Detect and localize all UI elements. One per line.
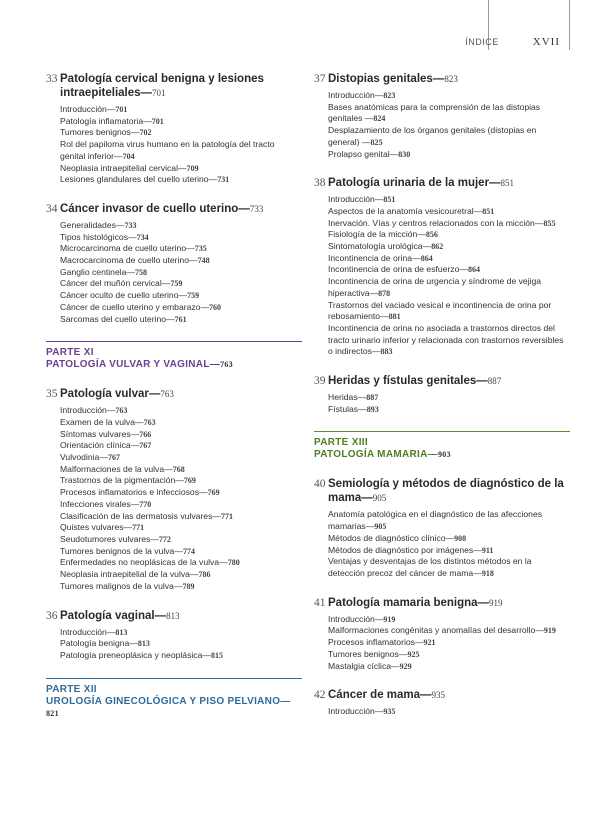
part-heading <box>314 431 570 461</box>
chapter-page-number: 701 <box>152 88 166 98</box>
part-page-number: 821 <box>46 708 59 718</box>
chapter-title-text: Patología vulvar <box>60 388 149 401</box>
section-page-number: 771 <box>220 511 233 521</box>
section-page-number: 864 <box>467 265 480 275</box>
section-page-number: 855 <box>543 218 556 228</box>
section-item: Bases anatómicas para la comprensión de las distopias genitales —824 <box>328 101 541 124</box>
section-item: Examen de la vulva—763 <box>60 416 156 427</box>
section-title: Bases anatómicas para la comprensión de las distopias genitales <box>328 101 541 124</box>
section-item: Introducción—851 <box>328 194 396 205</box>
section-item: Introducción—813 <box>60 626 128 637</box>
section-title: Ganglio centinela <box>60 266 127 277</box>
section-page-number: 862 <box>431 242 444 252</box>
section-title: Procesos inflamatorios e infecciosos <box>60 487 199 498</box>
chapter-title: 39 Heridas y fístulas genitales—887 <box>314 375 502 388</box>
section-page-number: 770 <box>139 499 152 509</box>
part-page-number: 763 <box>220 360 233 370</box>
section-item: Procesos inflamatorios—921 <box>328 637 436 648</box>
section-item: Ganglio centinela—758 <box>60 266 148 277</box>
chapter-page-number: 851 <box>500 178 515 189</box>
section-page-number: 769 <box>183 476 196 486</box>
index-label: ÍNDICE <box>465 37 499 47</box>
section-page-number: 919 <box>383 614 396 624</box>
section-page-number: 830 <box>398 149 411 159</box>
section-item: Quistes vulvares—771 <box>60 522 145 533</box>
chapter-title-text: Patología vaginal <box>60 609 155 622</box>
chapter-title-text: Distopias genitales <box>328 73 433 85</box>
section-page-number: 731 <box>217 175 230 185</box>
section-page-number: 813 <box>137 639 150 649</box>
chapter-number: 39 <box>314 375 326 388</box>
section-page-number: 813 <box>115 627 128 637</box>
section-list <box>60 405 302 592</box>
section-page-number: 768 <box>172 464 185 474</box>
section-title: Cáncer del muñón cervical <box>60 278 162 289</box>
section-item: Métodos de diagnóstico por imágenes—911 <box>328 544 494 555</box>
section-item: Tumores malignos de la vulva—789 <box>60 580 195 591</box>
section-title: Aspectos de la anatomía vesicouretral <box>328 205 474 216</box>
section-title: Microcarcinoma de cuello uterino <box>60 243 187 254</box>
section-page-number: 851 <box>383 195 396 205</box>
section-title: Mastalgia cíclica <box>328 660 392 671</box>
section-item: Fisiología de la micción—856 <box>328 229 438 240</box>
chapter-entry <box>46 387 302 592</box>
section-list <box>328 392 570 415</box>
section-list <box>60 627 302 662</box>
section-list <box>328 509 570 579</box>
chapter-title: 34 Cáncer invasor de cuello uterino—733 <box>46 202 264 215</box>
chapter-entry <box>314 477 570 579</box>
section-item: Introducción—935 <box>328 706 396 717</box>
section-item: Métodos de diagnóstico clínico—908 <box>328 532 467 543</box>
section-item: Trastornos de la pigmentación—769 <box>60 475 196 486</box>
section-title: Heridas <box>328 392 358 403</box>
section-page-number: 881 <box>388 312 401 322</box>
section-title: Tumores malignos de la vulva <box>60 580 174 591</box>
chapter-number: 38 <box>314 177 326 190</box>
section-title: Generalidades <box>60 219 116 230</box>
section-title: Introducción <box>60 405 107 416</box>
section-title: Introducción <box>328 706 375 717</box>
section-title: Introducción <box>328 194 375 205</box>
section-page-number: 823 <box>383 91 396 100</box>
section-page-number: 709 <box>186 163 199 173</box>
part-heading <box>46 678 302 720</box>
section-item: Aspectos de la anatomía vesicouretral—851 <box>328 205 495 216</box>
section-page-number: 887 <box>366 393 379 403</box>
section-list <box>328 614 570 673</box>
chapter-title: 37 Distopias genitales—823 <box>314 73 458 85</box>
chapter-title-text: Cáncer invasor de cuello uterino <box>60 202 239 215</box>
section-page-number: 925 <box>407 649 420 659</box>
chapter-title-text: Patología urinaria de la mujer <box>328 177 490 190</box>
section-item: Ventajas y desventajas de los distintos métodos en la detección precoz del cáncer de mama—918 <box>328 556 532 578</box>
section-page-number: 771 <box>132 523 145 533</box>
section-page-number: 763 <box>143 417 156 427</box>
chapter-entry <box>314 688 570 718</box>
part-title-text: UROLOGÍA GINECOLÓGICA Y PISO PELVIANO <box>46 695 281 707</box>
section-item: Mastalgia cíclica—929 <box>328 660 412 671</box>
section-page-number: 864 <box>420 253 433 263</box>
section-page-number: 911 <box>481 545 494 555</box>
section-page-number: 935 <box>383 707 396 717</box>
part-title-text: PATOLOGÍA VULVAR Y VAGINAL <box>46 359 210 371</box>
section-page-number: 769 <box>207 488 220 498</box>
section-title: Malformaciones de la vulva <box>60 463 165 474</box>
part-title: UROLOGÍA GINECOLÓGICA Y PISO PELVIANO—821 <box>46 695 291 718</box>
section-item: Orientación clínica—767 <box>60 440 152 451</box>
part-title-text: PATOLOGÍA MAMARIA <box>314 449 428 461</box>
section-page-number: 760 <box>209 302 222 312</box>
section-item: Generalidades—733 <box>60 219 137 230</box>
chapter-page-number: 733 <box>249 203 264 214</box>
section-title: Infecciones virales <box>60 498 131 509</box>
chapter-title: 40 Semiología y métodos de diagnóstico de la mama—905 <box>314 478 564 505</box>
section-title: Rol del papiloma virus humano en la patología del tracto genital inferior <box>60 139 275 161</box>
section-item: Cáncer del muñón cervical—759 <box>60 278 183 289</box>
section-item: Tumores benignos—702 <box>60 127 152 138</box>
section-page-number: 825 <box>370 137 383 147</box>
section-page-number: 824 <box>373 114 386 124</box>
section-item: Neoplasia intraepitelial cervical—709 <box>60 162 199 173</box>
section-title: Cáncer de cuello uterino y embarazo <box>60 301 201 312</box>
section-item: Infecciones virales—770 <box>60 498 152 509</box>
section-title: Lesiones glandulares del cuello uterino <box>60 174 209 185</box>
chapter-entry <box>314 596 570 673</box>
section-title: Tumores benignos <box>60 127 131 138</box>
chapter-page-number: 823 <box>444 74 458 84</box>
section-page-number: 759 <box>170 279 183 289</box>
section-title: Enfermedades no neoplásicas de la vulva <box>60 557 220 568</box>
section-item: Inervación. Vías y centros relacionados con la micción—855 <box>328 217 556 228</box>
part-title: PATOLOGÍA VULVAR Y VAGINAL—763 <box>46 359 233 371</box>
section-page-number: 748 <box>197 256 210 266</box>
section-item: Macrocarcinoma de cuello uterino—748 <box>60 255 210 266</box>
part-heading <box>46 341 302 371</box>
section-page-number: 905 <box>374 522 387 532</box>
header-divider-right <box>569 0 570 50</box>
section-title: Anatomía patológica en el diagnóstico de las afecciones mamarias <box>328 509 543 532</box>
chapter-number: 41 <box>314 596 326 609</box>
section-item: Rol del papiloma virus humano en la patología del tracto genital inferior—704 <box>60 139 275 161</box>
section-page-number: 929 <box>399 661 412 671</box>
chapter-title: 38 Patología urinaria de la mujer—851 <box>314 177 515 190</box>
chapter-entry <box>314 72 570 160</box>
chapter-title-text: Patología mamaria benigna <box>328 596 478 609</box>
section-title: Seudotumores vulvares <box>60 533 151 544</box>
section-item: Desplazamiento de los órganos genitales (distopias en general) —825 <box>328 125 537 147</box>
chapter-number: 40 <box>314 478 326 491</box>
section-page-number: 735 <box>194 244 207 254</box>
section-title: Malformaciones congénitas y anomalías del desarrollo <box>328 625 536 636</box>
section-title: Tumores benignos de la vulva <box>60 545 175 556</box>
section-page-number: 702 <box>139 128 152 138</box>
section-item: Tumores benignos de la vulva—774 <box>60 545 195 556</box>
running-header <box>465 35 560 49</box>
section-page-number: 704 <box>122 151 135 161</box>
section-title: Neoplasia intraepitelial cervical <box>60 162 178 173</box>
section-page-number: 851 <box>482 206 495 216</box>
section-title: Clasificación de las dermatosis vulvares <box>60 510 213 521</box>
section-page-number: 878 <box>378 288 391 298</box>
section-title: Patología preneoplásica y neoplásica <box>60 649 203 660</box>
chapter-title: 35 Patología vulvar—763 <box>46 388 174 401</box>
section-item: Anatomía patológica en el diagnóstico de las afecciones mamarias—905 <box>328 509 543 532</box>
section-page-number: 759 <box>187 291 200 301</box>
section-item: Incontinencia de orina—864 <box>328 252 433 263</box>
section-item: Neoplasia intraepitelial de la vulva—786 <box>60 569 211 580</box>
section-title: Incontinencia de orina de urgencia y síndrome de vejiga hiperactiva <box>328 276 542 298</box>
section-item: Malformaciones congénitas y anomalías del desarrollo—919 <box>328 625 556 636</box>
part-label: PARTE XIII <box>314 437 368 449</box>
chapter-page-number: 813 <box>166 610 180 621</box>
section-title: Patología inflamatoria <box>60 115 144 126</box>
section-title: Quistes vulvares <box>60 522 124 533</box>
section-item: Patología benigna—813 <box>60 638 150 649</box>
section-item: Clasificación de las dermatosis vulvares—771 <box>60 510 233 521</box>
section-title: Ventajas y desventajas de los distintos métodos en la detección precoz del cáncer de mama <box>328 556 532 578</box>
part-page-number: 903 <box>437 450 451 460</box>
section-list <box>328 706 570 718</box>
section-item: Heridas—887 <box>328 392 379 403</box>
section-title: Introducción <box>60 104 107 114</box>
section-title: Síntomas vulvares <box>60 428 131 439</box>
section-title: Trastornos de la pigmentación <box>60 475 176 486</box>
section-title: Trastornos del vaciado vesical e incontinencia de orina por rebosamiento <box>328 299 552 322</box>
chapter-page-number: 919 <box>489 597 503 608</box>
chapter-page-number: 763 <box>160 389 174 400</box>
section-item: Procesos inflamatorios e infecciosos—769 <box>60 487 220 498</box>
chapter-entry <box>314 176 570 358</box>
section-item: Incontinencia de orina de esfuerzo—864 <box>328 264 480 275</box>
section-title: Sintomatología urológica <box>328 241 423 252</box>
section-item: Introducción—919 <box>328 613 396 624</box>
chapter-page-number: 935 <box>431 690 446 701</box>
toc-right-column <box>314 72 570 734</box>
section-title: Métodos de diagnóstico por imágenes <box>328 544 474 555</box>
section-title: Introducción <box>328 90 375 100</box>
chapter-title: 36 Patología vaginal—813 <box>46 609 180 622</box>
section-page-number: 767 <box>139 441 152 451</box>
section-page-number: 789 <box>182 581 195 591</box>
section-item: Seudotumores vulvares—772 <box>60 533 171 544</box>
section-page-number: 893 <box>366 404 379 414</box>
section-title: Prolapso genital <box>328 148 390 159</box>
section-list <box>60 220 302 325</box>
section-title: Macrocarcinoma de cuello uterino <box>60 255 189 266</box>
section-item: Incontinencia de orina de urgencia y síndrome de vejiga hiperactiva—878 <box>328 276 542 298</box>
section-item: Introducción—823 <box>328 90 396 100</box>
section-item: Sintomatología urológica—862 <box>328 241 444 252</box>
section-page-number: 733 <box>124 220 137 230</box>
section-title: Tumores benignos <box>328 648 399 659</box>
chapter-title: 42 Cáncer de mama—935 <box>314 689 446 702</box>
section-page-number: 701 <box>151 116 164 126</box>
chapter-page-number: 905 <box>372 493 387 504</box>
chapter-entry <box>46 609 302 662</box>
chapter-entry <box>46 72 302 186</box>
section-page-number: 856 <box>425 230 438 240</box>
chapter-entry <box>46 202 302 325</box>
section-title: Cáncer oculto de cuello uterino <box>60 290 179 301</box>
chapter-title-text: Semiología y métodos de diagnóstico de la mama <box>328 478 564 505</box>
chapter-number: 42 <box>314 689 326 702</box>
section-item: Tipos histológicos—734 <box>60 231 149 242</box>
section-item: Sarcomas del cuello uterino—761 <box>60 313 187 324</box>
section-item: Cáncer oculto de cuello uterino—759 <box>60 290 200 301</box>
chapter-title-text: Cáncer de mama <box>328 689 421 702</box>
section-item: Malformaciones de la vulva—768 <box>60 463 185 474</box>
section-item: Vulvodinia—767 <box>60 452 120 463</box>
section-item: Patología preneoplásica y neoplásica—815 <box>60 649 223 660</box>
section-item: Patología inflamatoria—701 <box>60 115 164 126</box>
section-item: Trastornos del vaciado vesical e incontinencia de orina por rebosamiento—881 <box>328 299 552 322</box>
section-title: Desplazamiento de los órganos genitales (distopias en general) <box>328 125 537 147</box>
section-title: Incontinencia de orina <box>328 252 413 263</box>
section-page-number: 763 <box>115 406 128 416</box>
chapter-title: 33 Patología cervical benigna y lesiones intraepiteliales—701 <box>46 73 264 99</box>
section-item: Introducción—763 <box>60 405 128 416</box>
section-page-number: 815 <box>210 650 223 660</box>
part-title: PATOLOGÍA MAMARIA—903 <box>314 449 451 461</box>
section-page-number: 786 <box>198 570 211 580</box>
section-title: Vulvodinia <box>60 452 100 463</box>
section-page-number: 921 <box>423 638 436 648</box>
section-item: Introducción—701 <box>60 104 128 114</box>
section-list <box>60 104 302 186</box>
section-page-number: 774 <box>182 546 195 556</box>
section-title: Sarcomas del cuello uterino <box>60 313 167 324</box>
section-item: Cáncer de cuello uterino y embarazo—760 <box>60 301 222 312</box>
section-title: Patología benigna <box>60 638 130 649</box>
section-item: Síntomas vulvares—766 <box>60 428 152 439</box>
section-item: Prolapso genital—830 <box>328 148 411 159</box>
chapter-number: 37 <box>314 73 326 85</box>
section-item: Microcarcinoma de cuello uterino—735 <box>60 243 207 254</box>
chapter-number: 35 <box>46 388 58 401</box>
chapter-page-number: 887 <box>487 376 502 387</box>
section-page-number: 767 <box>107 453 120 463</box>
section-title: Procesos inflamatorios <box>328 637 415 648</box>
section-title: Métodos de diagnóstico clínico <box>328 532 446 543</box>
section-title: Inervación. Vías y centros relacionados con la micción <box>328 217 535 228</box>
section-item: Fístulas—893 <box>328 403 379 414</box>
section-item: Enfermedades no neoplásicas de la vulva—780 <box>60 557 240 568</box>
section-title: Orientación clínica <box>60 440 131 451</box>
section-page-number: 908 <box>454 533 467 543</box>
section-page-number: 883 <box>380 347 393 357</box>
chapter-number: 33 <box>46 73 58 85</box>
section-page-number: 918 <box>481 568 494 578</box>
section-page-number: 758 <box>135 267 148 277</box>
section-title: Incontinencia de orina de esfuerzo <box>328 264 460 275</box>
section-page-number: 701 <box>115 105 128 114</box>
part-label: PARTE XI <box>46 347 94 359</box>
section-title: Introducción <box>328 613 375 624</box>
toc-left-column <box>46 72 302 736</box>
section-item: Incontinencia de orina no asociada a trastornos directos del tracto urinario inferior y relacionada con trastornos reversibles o indirectos—883 <box>328 322 564 357</box>
chapter-title-text: Patología cervical benigna y lesiones intraepiteliales <box>60 73 264 99</box>
section-title: Introducción <box>60 626 107 637</box>
section-title: Incontinencia de orina no asociada a trastornos directos del tracto urinario inferior y relacionada con trastornos reversibles o indirectos <box>328 322 564 357</box>
section-page-number: 772 <box>158 534 171 544</box>
section-title: Fisiología de la micción <box>328 229 418 240</box>
section-page-number: 780 <box>227 558 240 568</box>
section-list <box>328 194 570 358</box>
section-page-number: 766 <box>139 429 152 439</box>
section-list <box>328 90 570 160</box>
part-label: PARTE XII <box>46 683 97 695</box>
chapter-number: 34 <box>46 202 58 215</box>
section-item: Tumores benignos—925 <box>328 648 420 659</box>
section-page-number: 919 <box>543 626 556 636</box>
chapter-entry <box>314 374 570 415</box>
section-title: Examen de la vulva <box>60 416 135 427</box>
chapter-title-text: Heridas y fístulas genitales <box>328 375 477 388</box>
section-title: Fístulas <box>328 403 359 414</box>
section-page-number: 734 <box>136 232 149 242</box>
chapter-number: 36 <box>46 609 58 622</box>
chapter-title: 41 Patología mamaria benigna—919 <box>314 596 503 609</box>
section-title: Neoplasia intraepitelial de la vulva <box>60 569 190 580</box>
section-item: Lesiones glandulares del cuello uterino—731 <box>60 174 230 185</box>
section-title: Tipos histológicos <box>60 231 128 242</box>
page-number: XVII <box>532 36 560 48</box>
section-page-number: 761 <box>174 314 187 324</box>
